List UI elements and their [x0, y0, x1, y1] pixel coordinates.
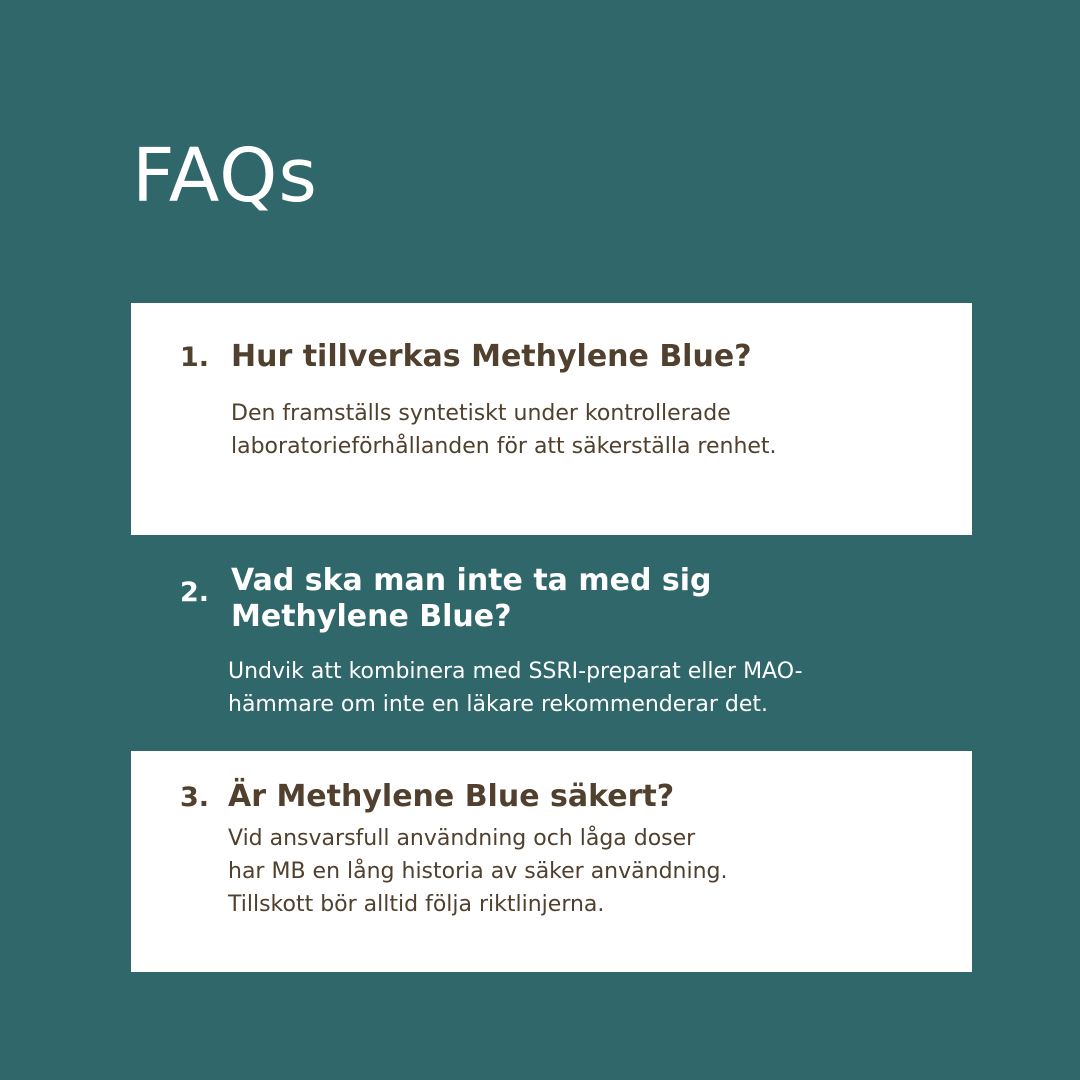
faq-answer-1-line-2: laboratorieförhållanden för att säkerställa renhet. [231, 434, 777, 459]
faq-answer-2-line-1: Undvik att kombinera med SSRI-preparat eller MAO- [228, 659, 803, 684]
faq-question-1-line-1: Hur tillverkas Methylene Blue? [231, 339, 752, 374]
faq-answer-3 [228, 822, 728, 921]
faq-number-3: 3. [180, 782, 210, 813]
faq-question-2-line-1: Vad ska man inte ta med sig [231, 563, 712, 598]
faq-question-2 [231, 563, 711, 635]
faq-answer-1 [231, 397, 777, 463]
faq-answer-3-line-3: Tillskott bör alltid följa riktlinjerna. [228, 892, 605, 917]
page-title: FAQs [132, 133, 318, 219]
faq-answer-3-line-1: Vid ansvarsfull användning och låga doser [228, 826, 696, 851]
faq-question-1 [231, 339, 752, 375]
faq-question-3-line-1: Är Methylene Blue säkert? [228, 779, 675, 814]
faq-answer-1-line-1: Den framställs syntetiskt under kontrollerade [231, 401, 731, 426]
faq-answer-2-line-2: hämmare om inte en läkare rekommenderar det. [228, 692, 768, 717]
faq-question-2-line-2: Methylene Blue? [231, 599, 512, 634]
faq-answer-2 [228, 655, 803, 721]
faq-question-3 [228, 779, 674, 815]
faq-number-2: 2. [180, 577, 210, 608]
faq-number-1: 1. [180, 342, 210, 373]
faq-answer-3-line-2: har MB en lång historia av säker användning. [228, 859, 728, 884]
